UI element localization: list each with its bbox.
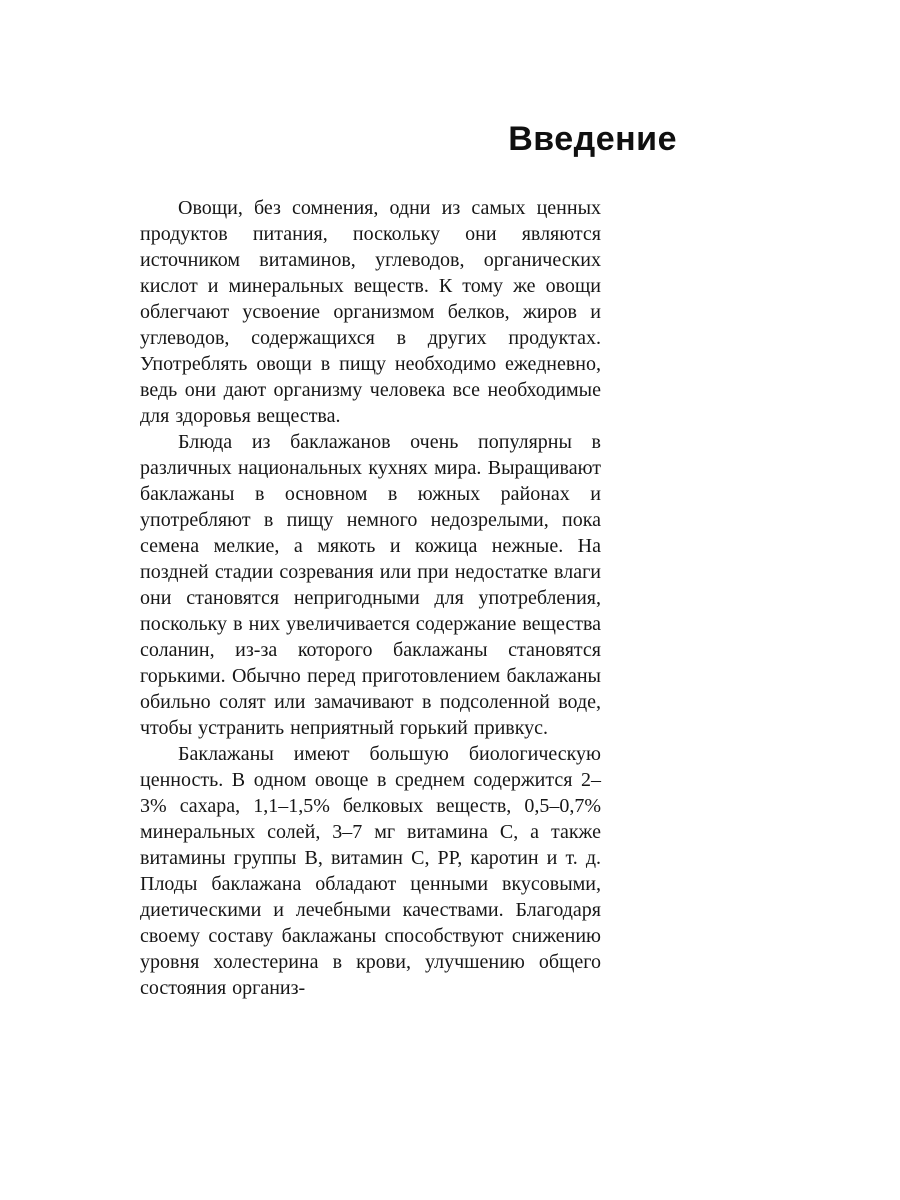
page-content <box>140 120 677 1001</box>
body-text <box>140 195 601 1001</box>
paragraph-intro-vegetables: Овощи, без сомнения, одни из самых ценных продуктов питания, поскольку они являются источником витаминов, углеводов, органических кислот и минеральных веществ. К тому же овощи облегчают усвоение организмом белков, жиров и углеводов, содержащихся в других продуктах. Употреблять овощи в пищу необходимо ежедневно, ведь они дают организму человека все необходимые для здоровья вещества. <box>140 197 601 428</box>
paragraph-eggplant-nutrition: Баклажаны имеют большую биологическую ценность. В одном овоще в среднем содержится 2–3% сахара, 1,1–1,5% белковых веществ, 0,5–0,7% минеральных солей, 3–7 мг витамина С, а также витамины группы В, витамин С, РР, каротин и т. д. Плоды баклажана обладают ценными вкусовыми, диетическими и лечебными качествами. Благодаря своему составу баклажаны способствуют снижению уровня холестерина в крови, улучшению общего состояния организ- <box>140 743 601 1000</box>
paragraph-eggplant-dishes: Блюда из баклажанов очень популярны в различных национальных кухнях мира. Выращивают баклажаны в основном в южных районах и употребляют в пищу немного недозрелыми, пока семена мелкие, а мякоть и кожица нежные. На поздней стадии созревания или при недостатке влаги они становятся непригодными для употребления, поскольку в них увеличивается содержание вещества соланин, из-за которого баклажаны становятся горькими. Обычно перед приготовлением баклажаны обильно солят или замачивают в подсоленной воде, чтобы устранить неприятный горький привкус. <box>140 431 601 740</box>
chapter-title: Введение <box>508 120 677 158</box>
